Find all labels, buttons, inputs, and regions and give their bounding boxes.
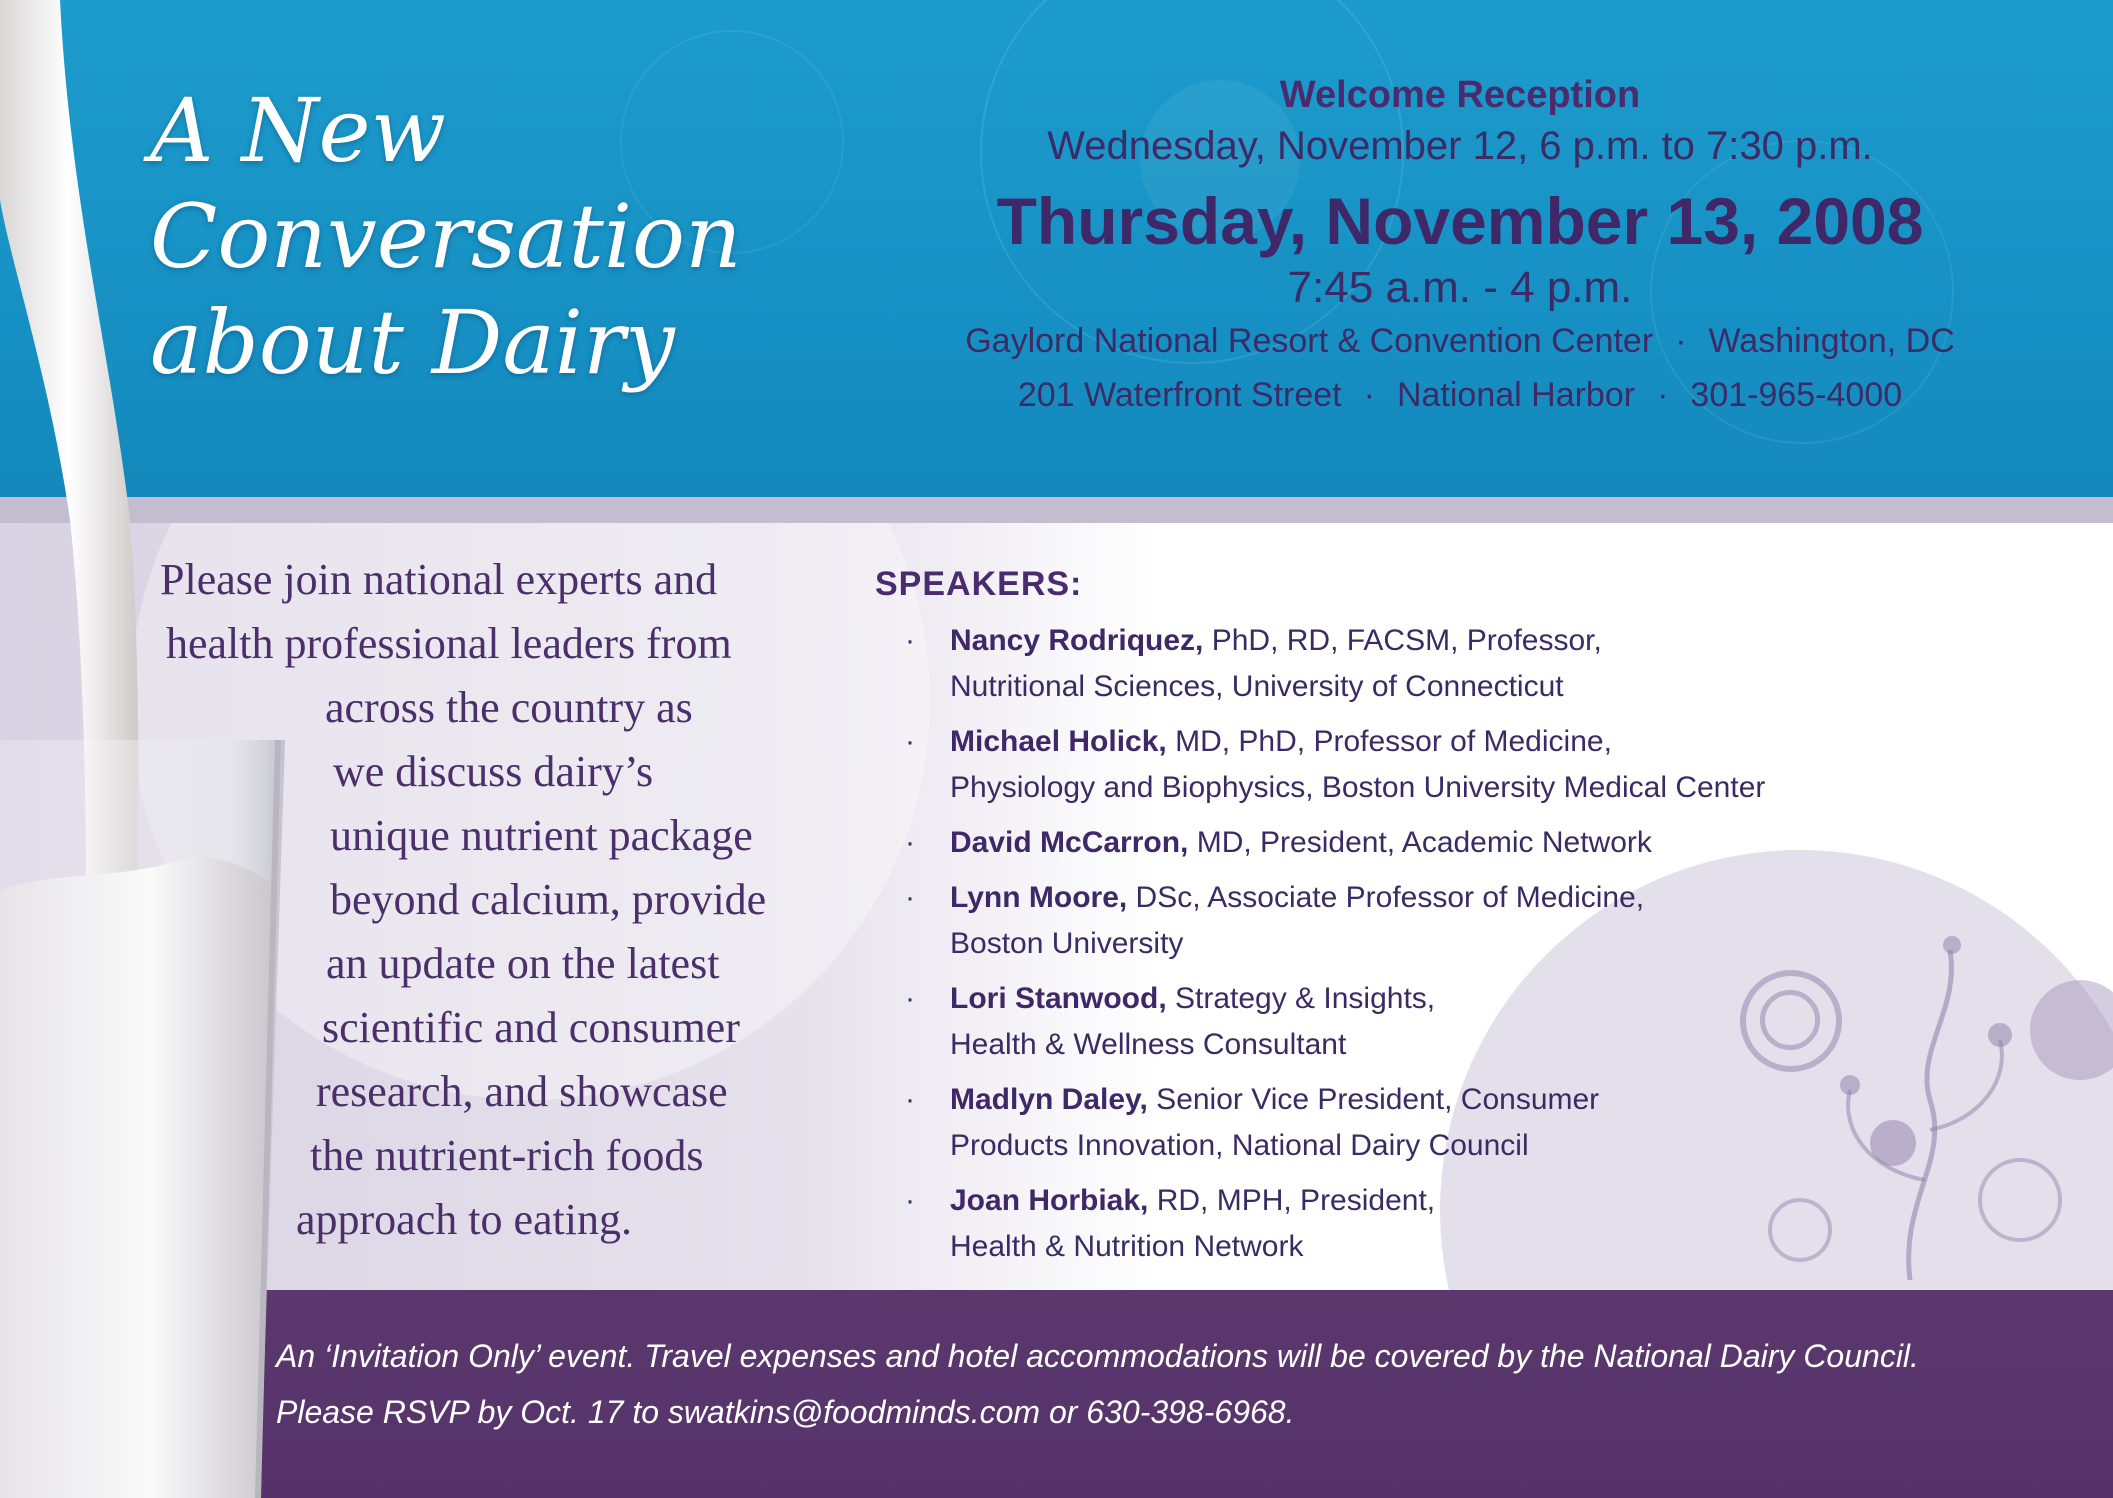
intro-line: we discuss dairy’s: [333, 747, 654, 796]
intro-line: beyond calcium, provide: [330, 875, 767, 924]
speaker-item: [875, 719, 2075, 811]
separator: ·: [1675, 322, 1687, 360]
bullet: ·: [905, 1083, 915, 1116]
speaker-name: Michael Holick,: [950, 725, 1167, 758]
footer-rsvp-note: Please RSVP by Oct. 17 to swatkins@foodminds.com or 630-398-6968.: [276, 1394, 1295, 1430]
speaker-credentials: MD, President, Academic Network: [1188, 826, 1652, 859]
intro-line: unique nutrient package: [330, 811, 753, 860]
speaker-item: [875, 875, 2075, 967]
speaker-credentials: PhD, RD, FACSM, Professor,: [1203, 624, 1602, 657]
welcome-reception-time: Wednesday, November 12, 6 p.m. to 7:30 p.m.: [1047, 124, 1873, 168]
speaker-name: Madlyn Daley,: [950, 1083, 1148, 1116]
speaker-name: Lynn Moore,: [950, 881, 1128, 914]
bullet: ·: [905, 1184, 915, 1217]
speaker-affiliation: Boston University: [950, 927, 1184, 960]
speaker-credentials: MD, PhD, Professor of Medicine,: [1166, 725, 1612, 758]
intro-paragraph: [120, 548, 860, 1252]
speaker-item: [875, 976, 2075, 1068]
event-time: 7:45 a.m. - 4 p.m.: [1287, 263, 1633, 312]
speaker-item: [875, 618, 2075, 710]
speaker-name: David McCarron,: [950, 826, 1189, 859]
venue-street: 201 Waterfront Street: [1017, 376, 1342, 414]
bullet: ·: [905, 624, 915, 657]
venue-phone: 301-965-4000: [1690, 376, 1903, 414]
intro-line: the nutrient-rich foods: [310, 1131, 704, 1180]
speaker-item: [875, 1077, 2075, 1169]
intro-line: an update on the latest: [326, 939, 720, 988]
address-line: [860, 368, 2060, 422]
speaker-credentials: Senior Vice President, Consumer: [1147, 1083, 1600, 1116]
speaker-credentials: DSc, Associate Professor of Medicine,: [1127, 881, 1645, 914]
intro-line: approach to eating.: [296, 1195, 632, 1244]
event-details: [860, 70, 2060, 422]
venue-name: Gaylord National Resort & Convention Center: [965, 322, 1654, 360]
divider-stripe: [0, 497, 2113, 523]
speaker-affiliation: Physiology and Biophysics, Boston University Medical Center: [950, 771, 1766, 804]
speaker-affiliation: Health & Wellness Consultant: [950, 1028, 1347, 1061]
speaker-affiliation: Nutritional Sciences, University of Connecticut: [950, 670, 1564, 703]
speaker-name: Nancy Rodriquez,: [950, 624, 1204, 657]
speaker-item: [875, 1178, 2075, 1270]
speaker-affiliation: Health & Nutrition Network: [950, 1230, 1304, 1263]
speaker-name: Lori Stanwood,: [950, 982, 1167, 1015]
speaker-item: [875, 820, 2075, 866]
intro-line: health professional leaders from: [166, 619, 732, 668]
intro-line: Please join national experts and: [160, 555, 718, 604]
venue-area: National Harbor: [1396, 376, 1636, 414]
speaker-credentials: RD, MPH, President,: [1148, 1184, 1436, 1217]
headline-line: Conversation: [150, 185, 742, 288]
venue-city: Washington, DC: [1708, 322, 1955, 360]
bullet: ·: [905, 982, 915, 1015]
intro-line: scientific and consumer: [322, 1003, 740, 1052]
separator: ·: [1363, 376, 1375, 414]
venue-line: [860, 314, 2060, 368]
footer-invitation-note: An ‘Invitation Only’ event. Travel expenses and hotel accommodations will be covered by the National Dairy Council.: [276, 1338, 1919, 1374]
intro-line: research, and showcase: [316, 1067, 728, 1116]
speaker-affiliation: Products Innovation, National Dairy Council: [950, 1129, 1529, 1162]
welcome-reception-title: Welcome Reception: [1279, 74, 1641, 116]
bullet: ·: [905, 881, 915, 914]
event-date: Thursday, November 13, 2008: [996, 184, 1924, 258]
bullet: ·: [905, 826, 915, 859]
event-headline: [150, 78, 810, 396]
headline-line: about Dairy: [150, 291, 675, 394]
rsvp-footer: [276, 1328, 2076, 1440]
headline-line: A New: [150, 79, 446, 182]
speakers-section: [875, 565, 2075, 1279]
speaker-name: Joan Horbiak,: [950, 1184, 1149, 1217]
bullet: ·: [905, 725, 915, 758]
intro-line: across the country as: [325, 683, 693, 732]
separator: ·: [1657, 376, 1669, 414]
speaker-credentials: Strategy & Insights,: [1166, 982, 1436, 1015]
speakers-heading: SPEAKERS:: [875, 565, 1083, 603]
